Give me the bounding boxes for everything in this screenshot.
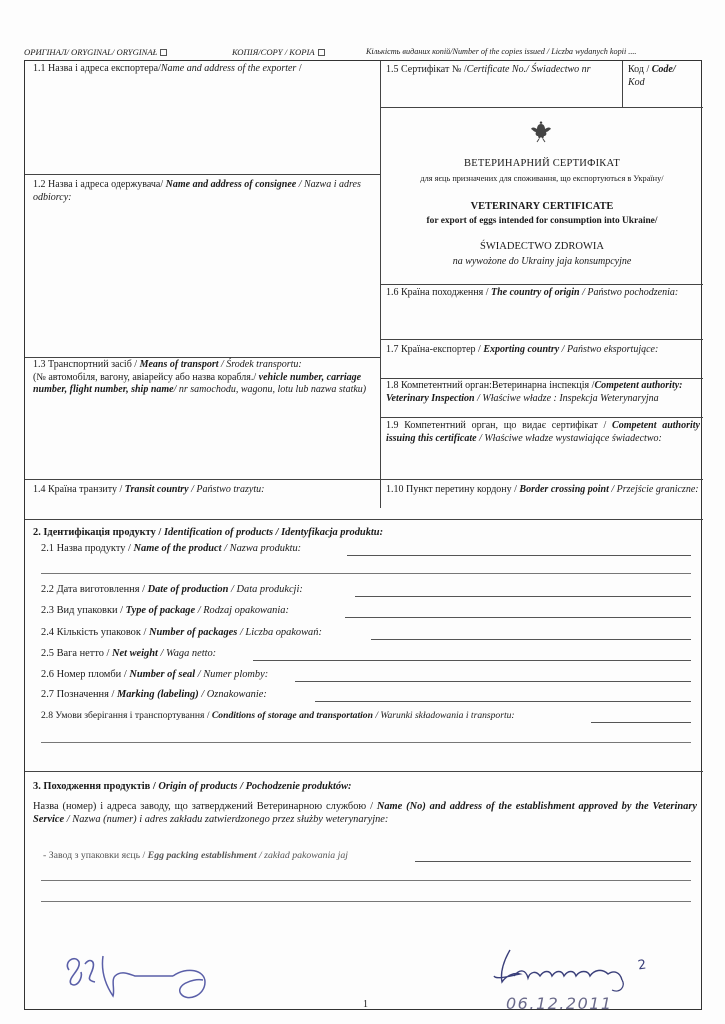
transit-country-ua: 1.4 Країна транзиту / <box>33 484 123 495</box>
checkbox-icon <box>160 49 167 56</box>
product-name-en: Name of the product <box>133 543 222 554</box>
consignee-ua: 1.2 Назва і адреса одержувача/ <box>33 179 164 190</box>
transport-ua2: (№ автомобіля, вагону, авіарейсу або назва корабля./ <box>33 371 257 383</box>
section3-title-en: Origin of products <box>158 781 238 792</box>
net-weight-en: Net weight <box>112 648 158 659</box>
transport-pl2: / nr samochodu, wagonu, lotu lub nazwa statku) <box>173 384 367 395</box>
code-pl: Kod <box>628 76 645 88</box>
egg-packing-line[interactable] <box>415 861 691 862</box>
marking-en: Marking (labeling) <box>116 689 199 700</box>
title-en: VETERINARY CERTIFICATE <box>470 201 614 212</box>
code-ua: Код / <box>628 64 650 75</box>
establishment-desc-pl: / Nazwa (numer) i adres zakładu zatwierdzonego przez służby weterynaryjne: <box>66 814 389 825</box>
marking-ua: 2.7 Позначення / <box>41 689 115 700</box>
package-type-ua: 2.3 Вид упаковки / <box>41 605 124 616</box>
net-weight-row <box>41 648 216 659</box>
transit-country-box <box>33 484 373 497</box>
origin-country-pl: / Państwo pochodzenia: <box>582 287 679 298</box>
exporter-label-ua: 1.1 Назва і адреса експортера/ <box>33 63 161 74</box>
package-count-row <box>41 627 322 638</box>
section2-title-ua: 2. Ідентифікація продукту / <box>33 527 162 538</box>
marking-pl: / Oznakowanie: <box>201 689 267 700</box>
egg-packing-line-2[interactable] <box>41 880 691 881</box>
egg-packing-pl: / zakład pakowania jaj <box>259 850 348 861</box>
certificate-no-box <box>386 64 618 77</box>
package-type-row <box>41 605 289 616</box>
competent-authority-box <box>386 380 700 405</box>
code-box <box>628 64 700 89</box>
handwritten-date: 06.12.2011 <box>506 994 613 1013</box>
border-crossing-en: Border crossing point <box>519 484 609 495</box>
checkbox-icon <box>318 49 325 56</box>
border-crossing-ua: 1.10 Пункт перетину кордону / <box>386 484 517 495</box>
exporter-box <box>33 63 373 76</box>
egg-packing-en: Egg packing establishment <box>147 850 257 861</box>
seal-number-row <box>41 669 268 680</box>
package-count-line[interactable] <box>371 639 691 640</box>
copies-label: Кількість виданих копій/Number of the copies issued / Liczba wydanych kopii .... <box>366 47 637 56</box>
package-count-en: Number of packages <box>149 627 238 638</box>
net-weight-line[interactable] <box>253 660 691 661</box>
egg-packing-line-3[interactable] <box>41 901 691 902</box>
storage-conditions-line-2[interactable] <box>41 742 691 743</box>
exporter-label-en: Name and address of the exporter <box>160 63 297 74</box>
transport-box <box>33 359 373 397</box>
section2-title-en: Identification of products <box>163 527 274 538</box>
title-en-sub: for export of eggs intended for consumption into Ukraine/ <box>426 216 658 226</box>
package-count-ua: 2.4 Кількість упаковок / <box>41 627 147 638</box>
production-date-en: Date of production <box>147 584 229 595</box>
product-name-pl: / Nazwa produktu: <box>224 543 302 554</box>
border-crossing-pl: / Przejście graniczne: <box>611 484 699 495</box>
eagle-emblem-icon <box>530 119 552 143</box>
certificate-no-en: Certificate No. <box>466 64 527 75</box>
marking-row <box>41 689 267 700</box>
establishment-desc-en: Name (No) and address of the establishment approved by the Veterinary Service <box>33 801 697 825</box>
transport-pl: / Środek transportu: <box>220 359 302 370</box>
consignee-box <box>33 179 373 204</box>
seal-number-pl: / Numer plomby: <box>197 669 269 680</box>
issuing-authority-en: Competent authority issuing this certificate <box>386 420 700 444</box>
origin-country-ua: 1.6 Країна походження / <box>386 287 489 298</box>
consignee-pl: / Nazwa i adres odbiorcy: <box>33 179 361 203</box>
handwritten-mark: 2 <box>636 957 648 974</box>
copy-text: КОПІЯ/COPY / KOPIA <box>232 47 315 57</box>
seal-number-line[interactable] <box>295 681 691 682</box>
competent-authority-en: Competent authority: Veterinary Inspection <box>386 380 683 404</box>
production-date-pl: / Data produkcji: <box>231 584 303 595</box>
marking-line[interactable] <box>315 701 691 702</box>
issuing-authority-pl: / Właściwe władze wystawiające świadectwo: <box>479 432 662 444</box>
exporter-label-pl: / <box>298 63 302 74</box>
transport-en: Means of transport <box>139 359 219 370</box>
establishment-desc-ua: Назва (номер) і адреса заводу, що затверджений Ветеринарною службою / <box>33 801 373 812</box>
package-count-pl: / Liczba opakowań: <box>239 627 322 638</box>
section3-title-ua: 3. Походження продуктів / <box>33 781 156 792</box>
production-date-row <box>41 584 303 595</box>
package-type-en: Type of package <box>125 605 196 616</box>
original-label <box>24 47 167 57</box>
issuing-authority-box <box>386 420 700 445</box>
section2-title <box>33 527 383 538</box>
initials-signature <box>55 940 225 1010</box>
storage-conditions-row <box>41 710 515 721</box>
certificate-no-ua: 1.5 Сертифікат № / <box>386 64 467 75</box>
seal-number-ua: 2.6 Номер пломби / <box>41 669 127 680</box>
storage-conditions-ua: 2.8 Умови зберігання і транспортування / <box>41 710 210 721</box>
title-pl-sub: na wywożone do Ukrainy jaja konsumpcyjne <box>452 256 632 267</box>
transit-country-en: Transit country <box>124 484 189 495</box>
egg-packing-row <box>43 850 348 861</box>
origin-country-box <box>386 287 700 300</box>
establishment-description <box>33 800 697 826</box>
code-en: Code/ <box>651 64 676 75</box>
section3-title <box>33 781 352 792</box>
consignee-en: Name and address of consignee <box>165 179 297 190</box>
header-line <box>24 47 711 61</box>
page-number: 1 <box>363 999 368 1010</box>
competent-authority-pl: / Właściwe władze : Inspekcja Weterynaryjna <box>477 392 659 404</box>
seal-number-en: Number of seal <box>129 669 196 680</box>
title-ua: ВЕТЕРИНАРНИЙ СЕРТИФІКАТ <box>464 158 620 169</box>
issuing-authority-ua: 1.9 Компетентний орган, що видає сертифікат / <box>386 420 607 431</box>
net-weight-pl: / Waga netto: <box>160 648 217 659</box>
storage-conditions-en: Conditions of storage and transportation <box>211 710 373 721</box>
exporting-country-pl: / Państwo eksportujące: <box>561 344 659 355</box>
competent-authority-ua: 1.8 Компетентний орган:Ветеринарна інспекція / <box>386 380 595 391</box>
net-weight-ua: 2.5 Вага нетто / <box>41 648 110 659</box>
title-ua-sub: для яєць призначених для споживання, що експортуються в Україну/ <box>420 174 664 183</box>
product-name-line-2[interactable] <box>41 573 691 574</box>
origin-country-en: The country of origin <box>491 287 580 298</box>
copy-label <box>232 47 325 57</box>
transit-country-pl: / Państwo trazytu: <box>191 484 265 495</box>
border-crossing-box <box>386 484 700 497</box>
production-date-ua: 2.2 Дата виготовлення / <box>41 584 145 595</box>
package-type-pl: / Rodzaj opakowania: <box>197 605 289 616</box>
transport-ua: 1.3 Транспортний засіб / <box>33 359 138 370</box>
package-type-line[interactable] <box>345 617 691 618</box>
form-frame <box>24 60 702 1010</box>
product-name-line[interactable] <box>347 555 691 556</box>
storage-conditions-pl: / Warunki składowania i transportu: <box>375 710 515 721</box>
exporting-country-box <box>386 344 700 357</box>
storage-conditions-line[interactable] <box>591 722 691 723</box>
certificate-no-pl: / Świadectwo nr <box>526 64 591 75</box>
title-pl: ŚWIADECTWO ZDROWIA <box>480 241 604 252</box>
production-date-line[interactable] <box>355 596 691 597</box>
original-text: ОРИГІНАЛ/ ORYGINAL/ ORYGINAŁ <box>24 47 158 57</box>
exporting-country-ua: 1.7 Країна-експортер / <box>386 344 481 355</box>
product-name-ua: 2.1 Назва продукту / <box>41 543 131 554</box>
section2-title-pl: / Identyfikacja produktu: <box>275 527 384 538</box>
exporting-country-en: Exporting country <box>483 344 560 355</box>
section3-title-pl: / Pochodzenie produktów: <box>240 781 352 792</box>
product-name-row <box>41 543 301 554</box>
egg-packing-ua: - Завод з упаковки яєць / <box>43 850 146 861</box>
transport-en2: vehicle number, carriage number, flight number, ship name <box>33 371 362 395</box>
